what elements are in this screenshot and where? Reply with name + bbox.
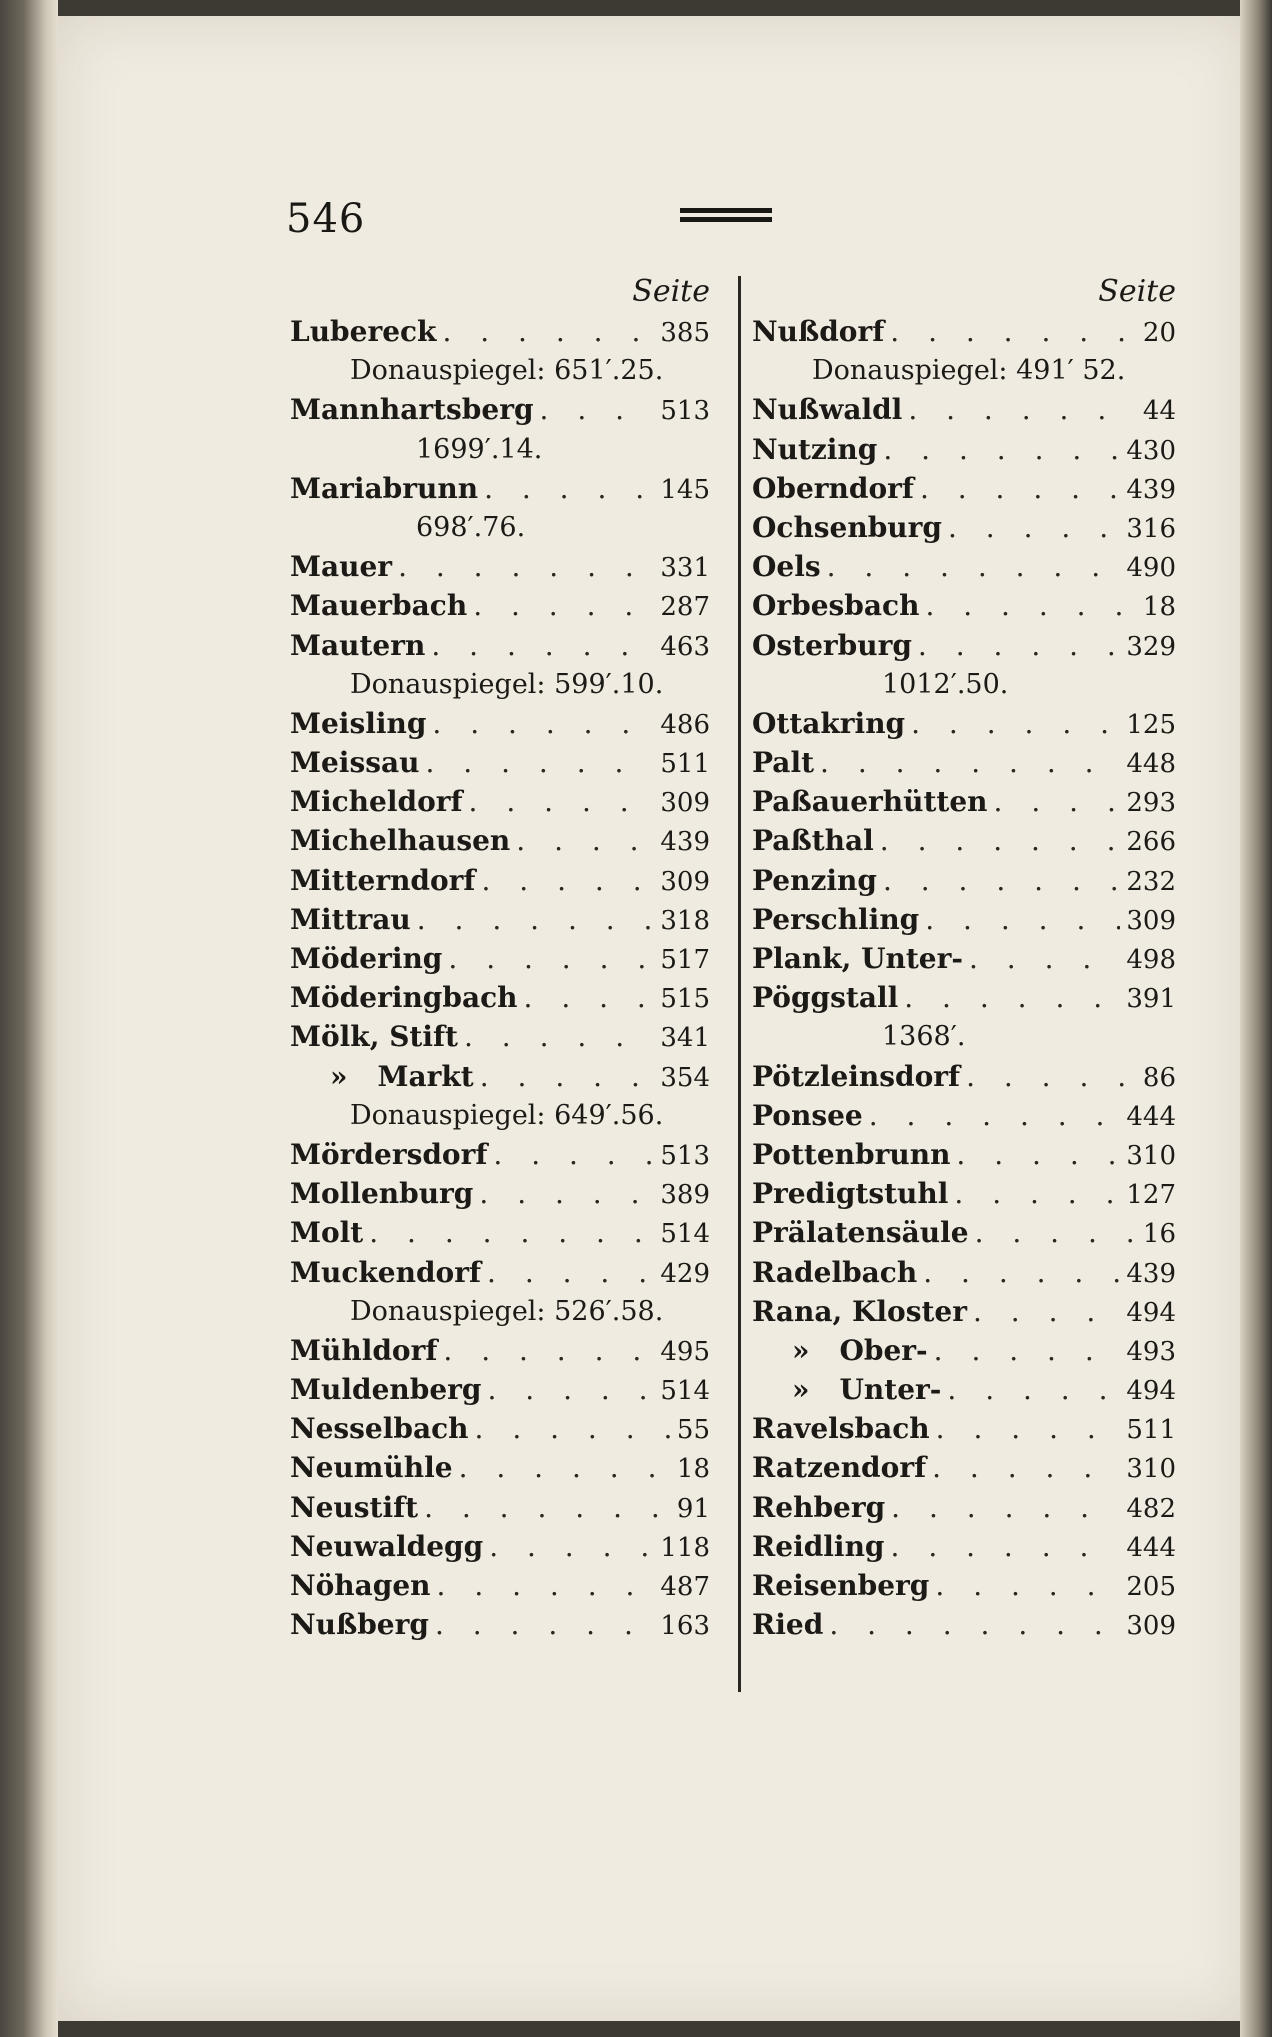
index-entry	[752, 939, 1176, 978]
dot-leader	[829, 1605, 1120, 1644]
entry-page-number: 463	[660, 631, 710, 662]
index-entry	[752, 430, 1176, 469]
dot-leader	[481, 861, 654, 900]
entry-page-number: 341	[660, 1023, 710, 1054]
dot-leader	[469, 782, 655, 821]
entry-page-number: 293	[1126, 788, 1176, 819]
dot-leader	[432, 704, 654, 743]
index-entry	[752, 1605, 1176, 1644]
index-entry	[290, 1566, 710, 1605]
dot-leader	[925, 900, 1120, 939]
entry-page-number: 494	[1126, 1297, 1176, 1328]
dot-leader	[459, 1448, 671, 1487]
dot-leader	[880, 821, 1121, 860]
index-entry	[290, 1370, 710, 1409]
entry-page-number: 309	[1126, 1611, 1176, 1642]
index-entry	[290, 312, 710, 351]
index-note: 698′.76.	[416, 511, 526, 543]
entry-page-number: 309	[660, 788, 710, 819]
index-entry	[290, 1174, 710, 1213]
entry-name: Mautern	[290, 628, 426, 662]
entry-name: Unter-	[839, 1373, 942, 1407]
dot-leader	[479, 1174, 654, 1213]
entry-name: Prälatensäule	[752, 1216, 969, 1250]
dot-leader	[975, 1213, 1137, 1252]
index-entry	[290, 704, 710, 743]
index-entry	[290, 743, 710, 782]
entry-page-number: 125	[1126, 709, 1176, 740]
dot-leader	[904, 978, 1120, 1017]
book-gutter-left	[0, 0, 58, 2037]
entry-page-number: 439	[1126, 1258, 1176, 1289]
entry-name: Neustift	[290, 1490, 419, 1524]
entry-name: Pötzleinsdorf	[752, 1059, 961, 1093]
entry-page-number: 495	[660, 1336, 710, 1367]
entry-name: Ponsee	[752, 1098, 863, 1132]
entry-name: Micheldorf	[290, 785, 463, 819]
entry-page-number: 55	[676, 1415, 710, 1446]
dot-leader	[954, 1174, 1120, 1213]
dot-leader	[417, 900, 655, 939]
entry-name: Nesselbach	[290, 1412, 469, 1446]
index-entry	[752, 508, 1176, 547]
entry-page-number: 18	[676, 1454, 710, 1485]
header-double-rule	[680, 208, 772, 226]
entry-page-number: 118	[660, 1532, 710, 1563]
page-number: 546	[286, 196, 366, 242]
entry-page-number: 511	[1126, 1415, 1176, 1446]
entry-name: Reisenberg	[752, 1569, 930, 1602]
dot-leader	[969, 939, 1120, 978]
index-entry	[752, 547, 1176, 586]
index-entry	[290, 586, 710, 625]
entry-name: Paßthal	[752, 824, 874, 858]
dot-leader	[956, 1135, 1120, 1174]
index-entry	[752, 586, 1176, 625]
entry-name: Neuwaldegg	[290, 1529, 484, 1563]
dot-leader	[883, 430, 1120, 469]
dot-leader	[948, 508, 1120, 547]
entry-name: Mödering	[290, 942, 443, 975]
entry-page-number: 310	[1126, 1140, 1176, 1171]
entry-name: Mannhartsberg	[290, 393, 534, 427]
entry-page-number: 514	[660, 1219, 710, 1250]
dot-leader	[891, 1488, 1120, 1527]
ditto-mark: »	[330, 1059, 348, 1093]
dot-leader	[923, 1253, 1120, 1292]
entry-page-number: 18	[1142, 592, 1176, 623]
index-entry	[752, 469, 1176, 508]
entry-name: Pottenbrunn	[752, 1137, 951, 1171]
index-entry	[752, 900, 1176, 939]
index-entry	[752, 1448, 1176, 1487]
ditto-mark: »	[792, 1333, 810, 1367]
entry-name: Mölk, Stift	[290, 1020, 458, 1054]
dot-leader	[932, 1448, 1120, 1487]
dot-leader	[936, 1409, 1121, 1448]
entry-name: Ratzendorf	[752, 1451, 927, 1485]
entry-page-number: 430	[1126, 435, 1176, 466]
entry-name: Rana, Kloster	[752, 1294, 967, 1328]
dot-leader	[480, 1057, 655, 1096]
dot-leader	[920, 469, 1120, 508]
entry-page-number: 439	[1126, 474, 1176, 505]
dot-leader	[431, 626, 654, 665]
index-entry	[752, 1135, 1176, 1174]
index-column-left	[290, 272, 710, 1672]
dot-leader	[487, 1370, 654, 1409]
entry-name: Predigtstuhl	[752, 1177, 949, 1211]
entry-name: Mühldorf	[290, 1333, 438, 1367]
index-column-right	[752, 272, 1176, 1672]
book-edge-right	[1240, 0, 1272, 2037]
entry-name: Orbesbach	[752, 589, 920, 623]
entry-name: Mördersdorf	[290, 1137, 488, 1171]
entry-name: Oberndorf	[752, 471, 914, 505]
entry-page-number: 232	[1126, 866, 1176, 897]
dot-leader	[487, 1253, 654, 1292]
entry-name: Ried	[752, 1608, 824, 1642]
dot-leader	[369, 1213, 654, 1252]
entry-page-number: 163	[660, 1611, 710, 1642]
index-note: Donauspiegel: 491′ 52.	[812, 355, 1126, 387]
entry-page-number: 487	[660, 1572, 710, 1602]
entry-page-number: 329	[1126, 631, 1176, 662]
dot-leader	[516, 821, 654, 860]
index-entry	[752, 1409, 1176, 1448]
entry-page-number: 127	[1126, 1180, 1176, 1211]
index-entry	[290, 1135, 710, 1174]
index-entry	[752, 1174, 1176, 1213]
entry-name: Muckendorf	[290, 1255, 482, 1289]
entry-page-number: 490	[1126, 553, 1176, 584]
index-entry	[290, 782, 710, 821]
column-divider	[738, 276, 741, 1692]
index-entry	[752, 1488, 1176, 1527]
index-entry	[290, 1409, 710, 1448]
dot-leader	[890, 312, 1137, 351]
entry-page-number: 354	[660, 1062, 710, 1093]
entry-page-number: 391	[1126, 984, 1176, 1015]
dot-leader	[918, 626, 1120, 665]
entry-page-number: 429	[660, 1258, 710, 1289]
index-entry	[752, 390, 1176, 429]
entry-name: Paßauerhütten	[752, 785, 988, 819]
entry-name: Reidling	[752, 1529, 885, 1563]
entry-name: Penzing	[752, 863, 877, 897]
index-entry	[752, 978, 1176, 1017]
dot-leader	[966, 1057, 1137, 1096]
dot-leader	[947, 1370, 1120, 1409]
dot-leader	[524, 978, 655, 1017]
dot-leader	[869, 1096, 1121, 1135]
index-entry	[290, 1605, 710, 1644]
dot-leader	[820, 743, 1120, 782]
entry-name: Nöhagen	[290, 1569, 431, 1602]
index-rows-right	[752, 312, 1176, 1644]
entry-name: Mollenburg	[290, 1177, 474, 1211]
entry-page-number: 513	[660, 1140, 710, 1171]
dot-leader	[442, 312, 654, 351]
index-entry	[290, 978, 710, 1017]
entry-name: Rehberg	[752, 1490, 886, 1524]
entry-page-number: 486	[660, 709, 710, 740]
entry-page-number: 44	[1142, 396, 1176, 427]
index-entry	[752, 1292, 1176, 1331]
index-note: Donauspiegel: 526′.58.	[350, 1295, 664, 1327]
dot-leader	[443, 1331, 654, 1370]
entry-name: Nußberg	[290, 1608, 429, 1642]
index-rows-left	[290, 312, 710, 1644]
entry-name: Osterburg	[752, 628, 912, 662]
index-entry	[752, 1057, 1176, 1096]
index-entry	[290, 626, 710, 665]
ditto-mark: »	[792, 1373, 810, 1407]
index-entry	[752, 1096, 1176, 1135]
index-entry	[752, 743, 1176, 782]
index-entry	[752, 782, 1176, 821]
entry-name: Oels	[752, 550, 821, 584]
entry-name: Nutzing	[752, 432, 878, 466]
entry-page-number: 331	[660, 553, 710, 584]
entry-page-number: 514	[660, 1376, 710, 1407]
entry-page-number: 517	[660, 945, 710, 975]
entry-page-number: 20	[1142, 318, 1176, 348]
entry-name: Mauerbach	[290, 589, 468, 623]
entry-page-number: 482	[1126, 1493, 1176, 1524]
dot-leader	[424, 1488, 671, 1527]
entry-name: Lubereck	[290, 315, 437, 348]
index-entry	[752, 1213, 1176, 1252]
index-entry	[752, 626, 1176, 665]
entry-name: Nußdorf	[752, 315, 885, 348]
entry-name: Perschling	[752, 902, 920, 936]
entry-name: Palt	[752, 746, 815, 780]
dot-leader	[398, 547, 654, 586]
index-entry	[290, 1448, 710, 1487]
entry-page-number: 511	[660, 749, 710, 780]
entry-page-number: 444	[1126, 1101, 1176, 1132]
dot-leader	[891, 1527, 1121, 1566]
entry-page-number: 444	[1126, 1532, 1176, 1563]
entry-page-number: 91	[676, 1493, 710, 1524]
entry-name: Meissau	[290, 746, 420, 780]
dot-leader	[489, 1527, 654, 1566]
index-entry	[290, 1331, 710, 1370]
dot-leader	[435, 1605, 654, 1644]
index-subentry	[290, 1057, 710, 1096]
index-subentry	[752, 1331, 1176, 1370]
index-entry	[290, 469, 710, 508]
index-entry	[290, 1017, 710, 1056]
dot-leader	[973, 1292, 1120, 1331]
dot-leader	[425, 743, 654, 782]
dot-leader	[448, 939, 654, 978]
entry-name: Pöggstall	[752, 981, 899, 1015]
entry-page-number: 310	[1126, 1454, 1176, 1485]
entry-page-number: 493	[1126, 1336, 1176, 1367]
entry-name: Ravelsbach	[752, 1412, 930, 1446]
index-entry	[290, 547, 710, 586]
entry-name: Neumühle	[290, 1451, 453, 1485]
entry-page-number: 316	[1126, 513, 1176, 544]
index-entry	[290, 1213, 710, 1252]
entry-page-number: 309	[660, 866, 710, 897]
index-entry	[290, 821, 710, 860]
dot-leader	[827, 547, 1121, 586]
entry-page-number: 145	[660, 474, 710, 505]
entry-page-number: 309	[1126, 905, 1176, 936]
dot-leader	[935, 1566, 1120, 1605]
entry-page-number: 439	[660, 827, 710, 858]
index-entry	[752, 1566, 1176, 1605]
entry-name: Markt	[377, 1059, 474, 1093]
entry-page-number: 513	[660, 396, 710, 427]
entry-page-number: 389	[660, 1180, 710, 1211]
column-header-right: Seite	[1098, 274, 1176, 309]
index-entry	[290, 1488, 710, 1527]
dot-leader	[464, 1017, 654, 1056]
index-note: Donauspiegel: 651′.25.	[350, 355, 664, 387]
index-entry	[752, 821, 1176, 860]
index-entry	[752, 1253, 1176, 1292]
index-note: Donauspiegel: 599′.10.	[350, 668, 664, 700]
index-subentry	[752, 1370, 1176, 1409]
entry-page-number: 16	[1142, 1219, 1176, 1250]
entry-name: Mitterndorf	[290, 863, 476, 897]
dot-leader	[437, 1566, 655, 1605]
entry-page-number: 448	[1126, 749, 1176, 780]
dot-leader	[473, 586, 654, 625]
entry-page-number: 515	[660, 984, 710, 1015]
index-entry	[290, 900, 710, 939]
entry-page-number: 494	[1126, 1376, 1176, 1407]
entry-page-number: 498	[1126, 945, 1176, 975]
entry-page-number: 318	[660, 905, 710, 936]
entry-name: Molt	[290, 1216, 364, 1250]
entry-name: Ochsenburg	[752, 510, 942, 544]
column-header-left: Seite	[632, 274, 710, 309]
dot-leader	[994, 782, 1121, 821]
index-note: 1368′.	[882, 1021, 966, 1053]
entry-name: Mariabrunn	[290, 471, 479, 505]
dot-leader	[911, 704, 1120, 743]
index-entry	[752, 1527, 1176, 1566]
index-entry	[752, 861, 1176, 900]
dot-leader	[908, 390, 1137, 429]
dot-leader	[883, 861, 1120, 900]
entry-page-number: 205	[1126, 1572, 1176, 1602]
index-entry	[290, 939, 710, 978]
entry-name: Plank, Unter-	[752, 942, 963, 975]
dot-leader	[484, 469, 654, 508]
index-entry	[752, 312, 1176, 351]
index-note: Donauspiegel: 649′.56.	[350, 1099, 664, 1131]
index-entry	[290, 1527, 710, 1566]
dot-leader	[493, 1135, 654, 1174]
entry-name: Radelbach	[752, 1255, 918, 1289]
entry-page-number: 266	[1126, 827, 1176, 858]
dot-leader	[925, 586, 1136, 625]
entry-name: Mittrau	[290, 902, 411, 936]
index-note: 1012′.50.	[882, 668, 1009, 700]
index-entry	[290, 861, 710, 900]
index-entry	[752, 704, 1176, 743]
entry-name: Muldenberg	[290, 1373, 482, 1407]
index-entry	[290, 390, 710, 429]
entry-name: Mauer	[290, 550, 393, 584]
entry-name: Michelhausen	[290, 824, 511, 858]
dot-leader	[934, 1331, 1121, 1370]
index-note: 1699′.14.	[416, 433, 543, 465]
entry-name: Ottakring	[752, 706, 906, 740]
entry-name: Möderingbach	[290, 981, 518, 1015]
entry-page-number: 385	[660, 318, 710, 348]
index-entry	[290, 1253, 710, 1292]
dot-leader	[475, 1409, 671, 1448]
entry-page-number: 86	[1142, 1062, 1176, 1093]
entry-name: Nußwaldl	[752, 393, 903, 427]
dot-leader	[540, 390, 655, 429]
entry-page-number: 287	[660, 592, 710, 623]
entry-name: Ober-	[839, 1333, 928, 1367]
entry-name: Meisling	[290, 706, 427, 740]
